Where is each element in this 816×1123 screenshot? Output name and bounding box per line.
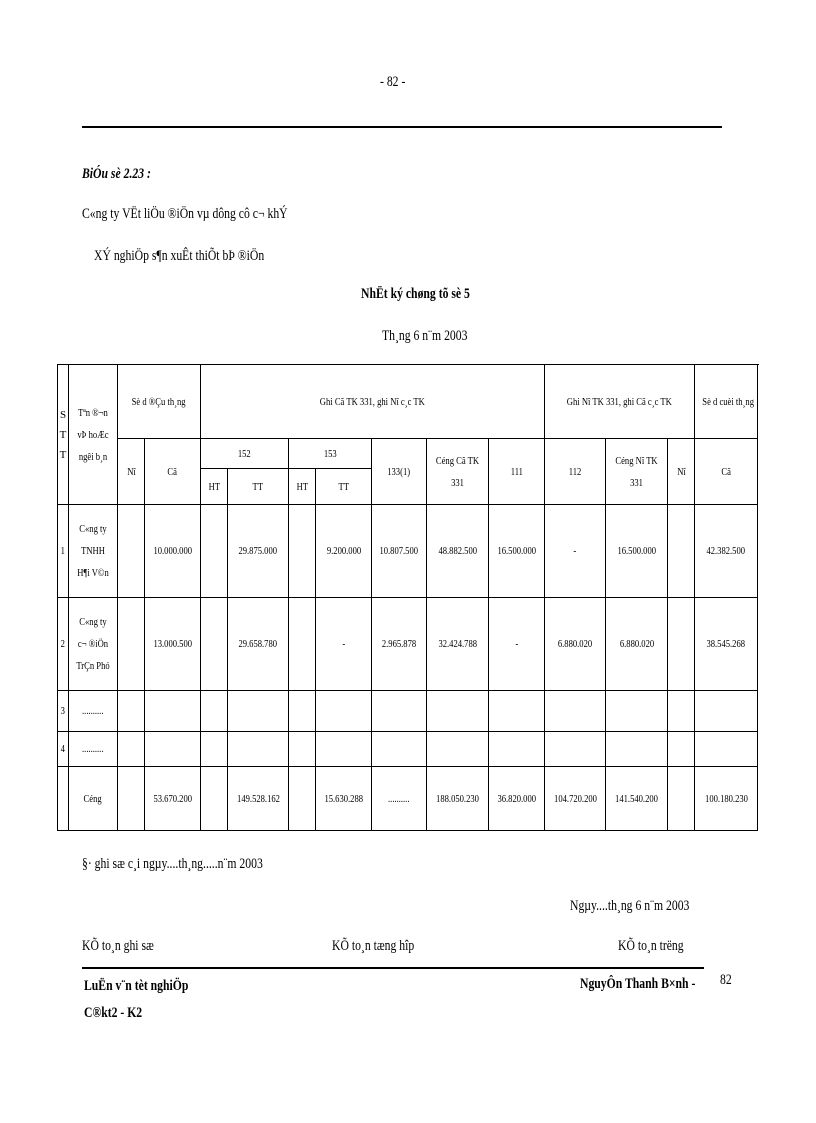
footer-thesis-label: LuËn v¨n tèt nghiÖp [84, 978, 189, 994]
cell-open-co [145, 691, 201, 732]
cell-open-co: 13.000.500 [145, 598, 201, 691]
table-row [58, 691, 758, 732]
cell-153-ht [289, 598, 316, 691]
header-opening-balance: Sè d ®Çu th¸ng [118, 365, 201, 439]
header-debit-331: Ghi Nî TK 331, ghi Cã c¸c TK [545, 365, 695, 439]
cell-111 [489, 691, 545, 732]
header-153-ht: HT [289, 469, 316, 505]
header-open-no: Nî [118, 439, 145, 505]
cell-open-co [145, 732, 201, 767]
cell-close-no [668, 732, 695, 767]
table-row [58, 732, 758, 767]
cell-name: .......... [69, 691, 118, 732]
cell-153-ht [289, 505, 316, 598]
header-152-tt: TT [228, 469, 289, 505]
cell-total-debit: 6.880.020 [606, 598, 668, 691]
table-row [58, 505, 758, 598]
figure-label: BiÓu sè 2.23 : [82, 166, 151, 182]
header-total-debit: Céng Nî TK 331 [606, 439, 668, 505]
header-152-ht: HT [201, 469, 228, 505]
cell-open-no [118, 732, 145, 767]
cell-open-no [118, 691, 145, 732]
cell-close-no [668, 598, 695, 691]
total-row [58, 767, 758, 831]
total-1331: .......... [372, 767, 427, 831]
header-153-tt: TT [316, 469, 372, 505]
cell-153-tt: - [316, 598, 372, 691]
cell-close-co: 38.545.268 [695, 598, 758, 691]
cell-close-no [668, 505, 695, 598]
cell-total-credit: 32.424.788 [427, 598, 489, 691]
cell-153-tt [316, 691, 372, 732]
cell-152-tt [228, 691, 289, 732]
total-152-tt: 149.528.162 [228, 767, 289, 831]
cell-1331: 10.807.500 [372, 505, 427, 598]
cell-111: - [489, 598, 545, 691]
cell-111: 16.500.000 [489, 505, 545, 598]
cell-close-co [695, 732, 758, 767]
cell-1331: 2.965.878 [372, 598, 427, 691]
cell-name: .......... [69, 732, 118, 767]
cell-1331 [372, 732, 427, 767]
cell-total-debit [606, 732, 668, 767]
header-stt: S T T [58, 365, 69, 505]
cell-152-ht [201, 505, 228, 598]
header-closing-balance: Sè d cuèi th¸ng [695, 365, 758, 439]
signature-date: Ngµy....th¸ng 6 n¨m 2003 [570, 898, 690, 914]
cell-stt: 4 [58, 732, 69, 767]
company-name: C«ng ty VËt liÖu ®iÖn vµ dông cô c¬ khÝ [82, 206, 288, 222]
header-close-co: Cã [695, 439, 758, 505]
total-credit: 188.050.230 [427, 767, 489, 831]
cell-152-tt [228, 732, 289, 767]
cell-1331 [372, 691, 427, 732]
cell-open-co: 10.000.000 [145, 505, 201, 598]
header-account-112: 112 [545, 439, 606, 505]
header-credit-331: Ghi Cã TK 331, ghi Nî c¸c TK [201, 365, 545, 439]
total-111: 36.820.000 [489, 767, 545, 831]
cell-total-credit [427, 732, 489, 767]
journal-table [57, 364, 758, 831]
total-153-tt: 15.630.288 [316, 767, 372, 831]
cell-152-ht [201, 732, 228, 767]
cell-stt: 3 [58, 691, 69, 732]
cell-open-no [118, 598, 145, 691]
total-label: Céng [69, 767, 118, 831]
header-total-credit: Céng Cã TK 331 [427, 439, 489, 505]
footer-page-number: 82 [720, 972, 732, 988]
header-open-co: Cã [145, 439, 201, 505]
total-152-ht [201, 767, 228, 831]
cell-close-no [668, 691, 695, 732]
cell-152-tt: 29.875.000 [228, 505, 289, 598]
header-row-1 [58, 365, 758, 439]
signer-bookkeeper: KÕ to¸n ghi sæ [82, 938, 154, 954]
total-open-no [118, 767, 145, 831]
cell-close-co: 42.382.500 [695, 505, 758, 598]
cell-153-ht [289, 691, 316, 732]
page-number: - 82 - [380, 74, 406, 90]
total-112: 104.720.200 [545, 767, 606, 831]
document-title: NhËt ký chøng tõ sè 5 [361, 286, 470, 302]
total-close-co: 100.180.230 [695, 767, 758, 831]
header-close-no: Nî [668, 439, 695, 505]
factory-name: XÝ nghiÖp s¶n xuÊt thiÕt bÞ ®iÖn [94, 248, 265, 264]
cell-153-tt [316, 732, 372, 767]
footer-class-label: C®kt2 - K2 [84, 1005, 143, 1021]
total-debit: 141.540.200 [606, 767, 668, 831]
cell-total-debit: 16.500.000 [606, 505, 668, 598]
cell-111 [489, 732, 545, 767]
total-153-ht [289, 767, 316, 831]
header-account-111: 111 [489, 439, 545, 505]
cell-153-tt: 9.200.000 [316, 505, 372, 598]
header-account-153: 153 [289, 439, 372, 469]
header-account-1331: 133(1) [372, 439, 427, 505]
footer-rule [82, 967, 704, 969]
cell-152-ht [201, 598, 228, 691]
cell-112: 6.880.020 [545, 598, 606, 691]
cell-112: - [545, 505, 606, 598]
cell-total-credit: 48.882.500 [427, 505, 489, 598]
cell-153-ht [289, 732, 316, 767]
cell-total-credit [427, 691, 489, 732]
cell-total-debit [606, 691, 668, 732]
cell-112 [545, 691, 606, 732]
document-period: Th¸ng 6 n¨m 2003 [382, 328, 468, 344]
header-account-152: 152 [201, 439, 289, 469]
signer-chief-accountant: KÕ to¸n trëng [618, 938, 684, 954]
cell-open-no [118, 505, 145, 598]
cell-112 [545, 732, 606, 767]
cell-name: C«ng ty TNHH H¶i V©n [69, 505, 118, 598]
total-close-no [668, 767, 695, 831]
total-stt [58, 767, 69, 831]
header-row-2 [58, 439, 758, 469]
header-name: Tªn ®¬n vÞ hoÆc ngêi b¸n [69, 365, 118, 505]
signer-general-accountant: KÕ to¸n tæng hîp [332, 938, 415, 954]
cell-152-ht [201, 691, 228, 732]
cell-152-tt: 29.658.780 [228, 598, 289, 691]
cell-close-co [695, 691, 758, 732]
header-rule [82, 126, 722, 128]
table-row [58, 598, 758, 691]
cell-stt: 2 [58, 598, 69, 691]
ledger-note: §· ghi sæ c¸i ngµy....th¸ng.....n¨m 2003 [82, 856, 263, 872]
footer-author: NguyÔn Thanh B×nh - [580, 976, 696, 992]
cell-name: C«ng ty c¬ ®iÖn TrÇn Phó [69, 598, 118, 691]
cell-stt: 1 [58, 505, 69, 598]
total-open-co: 53.670.200 [145, 767, 201, 831]
